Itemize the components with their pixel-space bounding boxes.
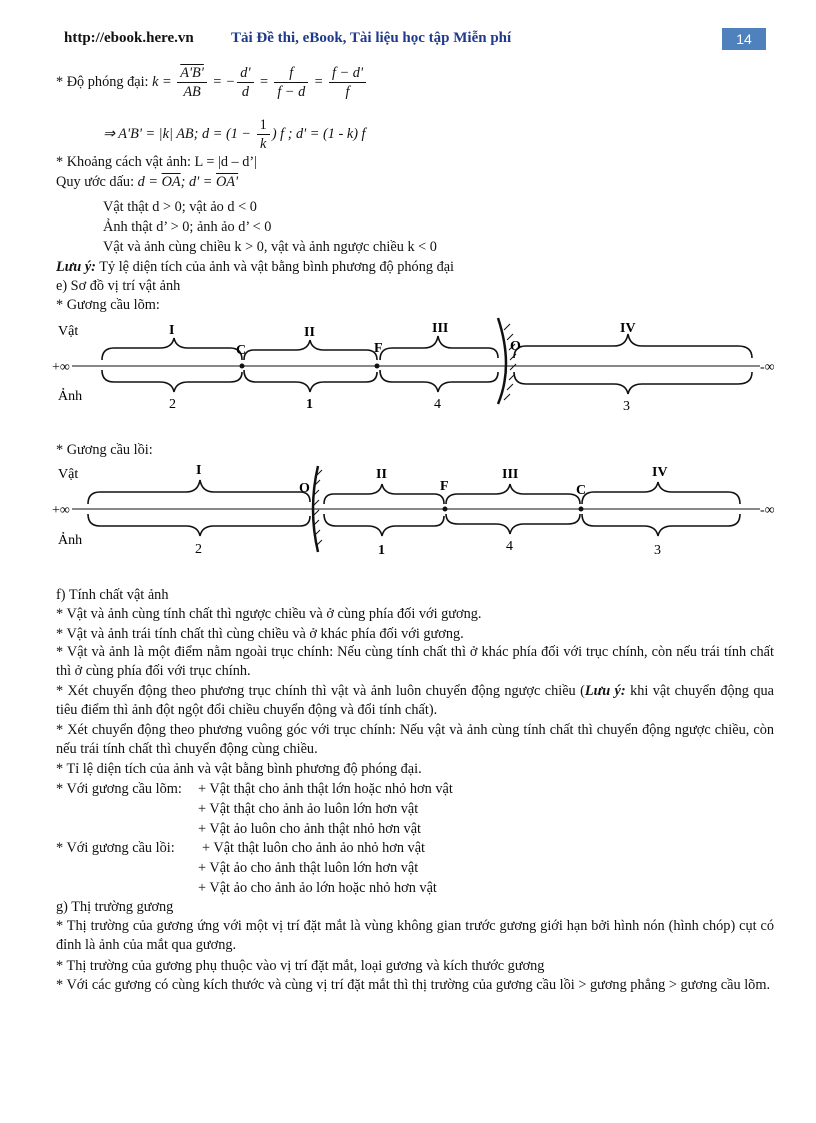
- convex-label: * Gương cầu lồi:: [56, 442, 153, 458]
- image-region-3: 3: [654, 543, 661, 558]
- field-of-view-item: * Thị trường của gương phụ thuộc vào vị trí đặt mắt, loại gương và kích thước gương: [56, 958, 545, 974]
- area-note: [56, 258, 454, 276]
- concave-case-item: + Vật ảo luôn cho ảnh thật nhỏ hơn vật: [198, 821, 422, 837]
- object-brace-iv: [514, 334, 752, 358]
- convex-mirror-diagram: [52, 458, 782, 558]
- convex-case-heading: * Với gương cầu lồi:: [56, 840, 175, 856]
- point-o-label: O: [510, 339, 521, 354]
- image-brace-4: [380, 370, 498, 392]
- property-item: * Vật và ảnh là một điểm nằm ngoài trục chính: Nếu cùng tính chất thì ở khác phía đối với trục chính, còn nếu trái tính chất thì ở cùng phía đối với trục chính.: [56, 644, 774, 679]
- point-f-label: F: [374, 341, 383, 356]
- sign-rule: Vật thật d > 0; vật ảo d < 0: [103, 199, 257, 215]
- image-region-1: 1: [306, 397, 313, 412]
- magnification-formula: * Độ phóng đại: k = $\frac{A'B'}{AB}$ = − $\frac{d'}{d}$ = $\frac{f}{f - d}$ = $\frac{f - d'}{f}$: [56, 64, 368, 101]
- sign-convention: Quy ước dấu: $d = \overline{OA}$; d' = OA': [56, 174, 239, 190]
- concave-label: * Gương cầu lõm:: [56, 297, 160, 313]
- note-lead: Lưu ý:: [56, 259, 96, 275]
- page-number-badge: 14: [722, 28, 766, 50]
- concave-case-item: + Vật thật cho ảnh ảo luôn lớn hơn vật: [198, 801, 419, 817]
- point-c-dot: [240, 364, 245, 369]
- image-region-3: 3: [623, 399, 630, 412]
- image-brace-3: [514, 372, 752, 394]
- object-row-label: Vật: [58, 467, 79, 482]
- convex-case-item: + Vật thật luôn cho ảnh ảo nhỏ hơn vật: [202, 840, 426, 856]
- point-o-label: O: [299, 481, 310, 496]
- region-iii: III: [432, 321, 449, 336]
- plus-infinity: +∞: [52, 503, 70, 518]
- concave-case-item: + Vật thật cho ảnh thật lớn hoặc nhỏ hơn vật: [198, 781, 453, 797]
- point-c-label: C: [236, 343, 247, 358]
- region-iv: IV: [620, 321, 636, 336]
- point-f-dot: [443, 507, 448, 512]
- header-url[interactable]: http://ebook.here.vn: [64, 30, 194, 46]
- property-item: * Vật và ảnh cùng tính chất thì ngược chiều và ở cùng phía đối với gương.: [56, 606, 482, 622]
- perpendicular-motion-item: * Xét chuyển động theo phương vuông góc với trục chính: Nếu vật và ảnh cùng tính chất thì chuyển động ngược chiều, còn nếu trái tính chất thì chuyển động cùng chiều.: [56, 722, 774, 757]
- object-brace-i: [88, 480, 310, 504]
- image-brace-4: [446, 514, 580, 534]
- magnification-label: * Độ phóng đại:: [56, 73, 149, 90]
- concave-mirror: [498, 318, 506, 404]
- note-text: Tỷ lệ diện tích của ảnh và vật bằng bình phương độ phóng đại: [95, 259, 455, 275]
- concave-case-heading: * Với gương cầu lõm:: [56, 781, 182, 797]
- image-region-4: 4: [434, 397, 441, 412]
- region-iii: III: [502, 467, 519, 482]
- header-tagline: Tải Đề thi, eBook, Tài liệu học tập Miễn phí: [231, 30, 512, 46]
- convex-case-item: + Vật ảo cho ảnh ảo lớn hoặc nhỏ hơn vật: [198, 880, 437, 896]
- object-row-label: Vật: [58, 324, 79, 339]
- image-region-4: 4: [506, 539, 513, 554]
- region-i: I: [169, 323, 175, 338]
- area-ratio-item: * Tỉ lệ diện tích của ảnh và vật bằng bình phương độ phóng đại.: [56, 761, 422, 777]
- image-region-2: 2: [169, 397, 176, 412]
- sign-rule: Vật và ảnh cùng chiều k > 0, vật và ảnh ngược chiều k < 0: [103, 239, 437, 255]
- minus-infinity: -∞: [760, 360, 775, 375]
- convex-case-item: + Vật ảo cho ảnh thật luôn lớn hơn vật: [198, 860, 419, 876]
- motion-note-lead: Lưu ý:: [584, 683, 626, 699]
- field-of-view-item: * Với các gương có cùng kích thước và cùng vị trí đặt mắt thì thị trường của gương cầu lồi > gương phẳng > gương cầu lõm.: [56, 977, 771, 993]
- point-f-dot: [375, 364, 380, 369]
- image-region-2: 2: [195, 542, 202, 557]
- minus-infinity: -∞: [760, 503, 775, 518]
- section-f-title: f) Tính chất vật ảnh: [56, 587, 169, 603]
- sign-rule: Ảnh thật d’ > 0; ảnh ảo d’ < 0: [103, 219, 272, 235]
- image-brace-2: [88, 514, 310, 536]
- section-g-title: g) Thị trường gương: [56, 899, 174, 915]
- region-iv: IV: [652, 465, 668, 480]
- section-e-title: e) Sơ đồ vị trí vật ảnh: [56, 278, 181, 294]
- derived-formula: ⇒ A'B' = |k| AB; d = (1 − $\frac{1}{k}$ ) f ; d' = (1 - k) f: [103, 117, 366, 152]
- point-c-label: C: [576, 483, 587, 498]
- region-ii: II: [376, 467, 387, 482]
- image-brace-1: [244, 370, 377, 392]
- object-brace-ii: [244, 340, 377, 360]
- object-brace-iii: [446, 484, 580, 504]
- image-brace-2: [102, 370, 242, 392]
- region-i: I: [196, 463, 202, 478]
- plus-infinity: +∞: [52, 360, 70, 375]
- point-f-label: F: [440, 479, 449, 494]
- object-brace-ii: [324, 484, 444, 504]
- distance-formula: * Khoảng cách vật ảnh: L = |d – d’|: [56, 154, 258, 170]
- concave-mirror-diagram: [52, 312, 782, 412]
- object-brace-i: [102, 338, 242, 360]
- property-item: * Vật và ảnh trái tính chất thì cùng chiều và ở khác phía đối với gương.: [56, 626, 464, 642]
- region-ii: II: [304, 325, 315, 340]
- field-of-view-item: * Thị trường của gương ứng với một vị trí đặt mắt là vùng không gian trước gương giới hạn bởi hình nón (hình chóp) cụt có đỉnh là ảnh của mắt qua gương.: [56, 918, 774, 953]
- object-brace-iii: [380, 336, 498, 360]
- image-region-1: 1: [378, 543, 385, 558]
- motion-text-post: khi vật chuyển động qua tiêu điểm thì ảnh đột ngột đổi chiều chuyển động và đổi tính chất).: [56, 683, 774, 718]
- axial-motion-item: [56, 682, 774, 720]
- object-brace-iv: [582, 482, 740, 504]
- image-brace-1: [324, 514, 444, 536]
- image-row-label: Ảnh: [58, 533, 83, 548]
- page-header: [0, 27, 816, 51]
- point-c-dot: [579, 507, 584, 512]
- sign-convention-label: Quy ước dấu:: [56, 174, 135, 190]
- motion-text-pre: * Xét chuyển động theo phương trục chính thì vật và ảnh luôn chuyển động ngược chiều (: [56, 683, 585, 699]
- image-row-label: Ảnh: [58, 389, 83, 404]
- image-brace-3: [582, 514, 740, 536]
